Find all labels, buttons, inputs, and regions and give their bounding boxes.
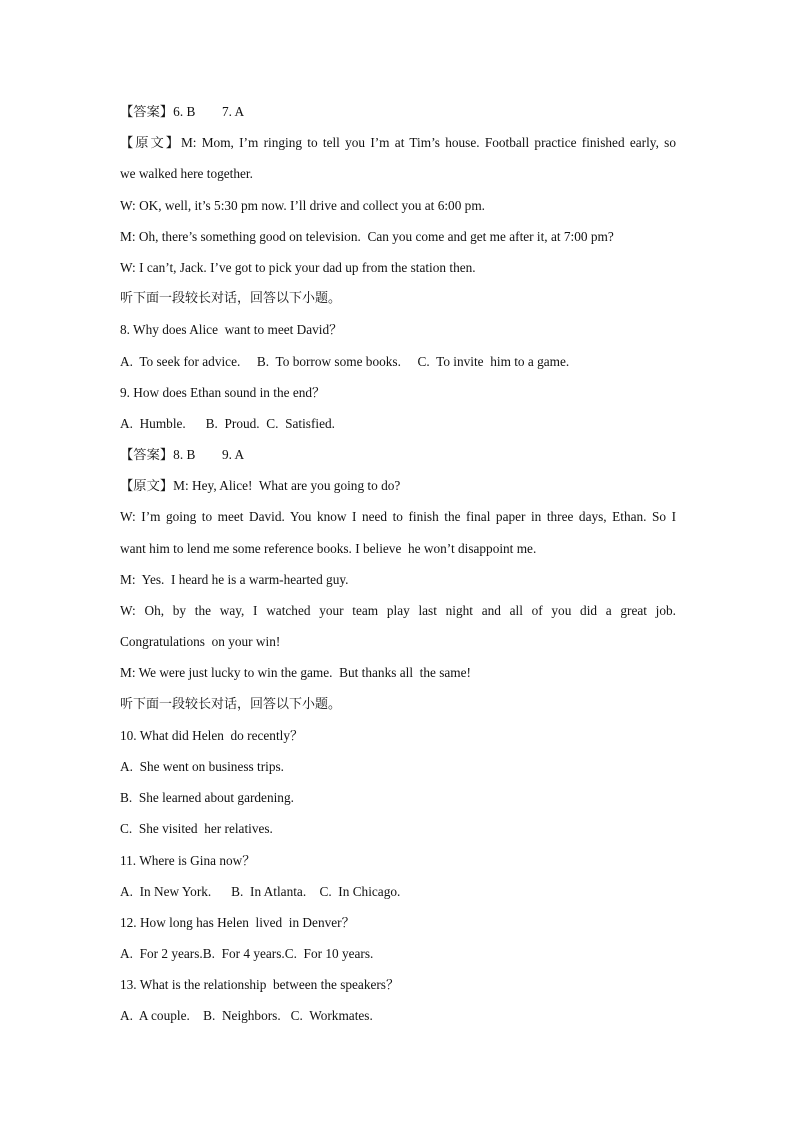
question-line: 9. How does Ethan sound in the end？ (120, 384, 326, 400)
option-line: C. She visited her relatives. (120, 821, 273, 837)
option-line: B. She learned about gardening. (120, 790, 294, 806)
transcript-line: want him to lend me some reference books. I believe he won’t disappoint me. (120, 540, 537, 556)
transcript-line: M: Oh, there’s something good on television. Can you come and get me after it, at 7:00 pm? (120, 228, 614, 244)
transcript-line: M: We were just lucky to win the game. But thanks all the same! (120, 665, 471, 681)
question-line: 8. Why does Alice want to meet David？ (120, 322, 343, 338)
section-instruction: 听下面一段较长对话，回答以下小题。 (120, 291, 342, 307)
question-line: 11. Where is Gina now？ (120, 852, 256, 868)
answer-line: 【答案】6. B 7. A (120, 104, 245, 119)
options-line: A. A couple. B. Neighbors. C. Workmates. (120, 1008, 373, 1024)
transcript-line: W: Oh, by the way, I watched your team play last night and all of you did a great job. (120, 603, 676, 618)
transcript-line: W: I can’t, Jack. I’ve got to pick your dad up from the station then. (120, 259, 476, 275)
transcript-line: 【原文】M: Mom, I’m ringing to tell you I’m at Tim’s house. Football practice finished early, so (120, 135, 676, 151)
options-line: A. To seek for advice. B. To borrow some books. C. To invite him to a game. (120, 353, 570, 369)
transcript-line: Congratulations on your win! (120, 634, 281, 650)
document-body (120, 101, 676, 1037)
question-line: 10. What did Helen do recently？ (120, 727, 304, 743)
options-line: A. For 2 years.B. For 4 years.C. For 10 years. (120, 946, 374, 962)
transcript-line: M: Yes. I heard he is a warm-hearted guy. (120, 571, 349, 587)
options-line: A. Humble. B. Proud. C. Satisfied. (120, 415, 335, 431)
answer-line: 【答案】8. B 9. A (120, 447, 245, 463)
section-instruction: 听下面一段较长对话，回答以下小题。 (120, 696, 342, 712)
option-line: A. She went on business trips. (120, 758, 284, 774)
question-line: 13. What is the relationship between the speakers？ (120, 977, 400, 993)
transcript-line: 【原文】M: Hey, Alice! What are you going to do? (120, 478, 401, 494)
options-line: A. In New York. B. In Atlanta. C. In Chicago. (120, 883, 401, 899)
transcript-line: W: OK, well, it’s 5:30 pm now. I’ll drive and collect you at 6:00 pm. (120, 197, 485, 213)
transcript-line: we walked here together. (120, 166, 253, 182)
question-line: 12. How long has Helen lived in Denver？ (120, 914, 355, 930)
transcript-line: W: I’m going to meet David. You know I need to finish the final paper in three days, Ethan. So I (120, 509, 676, 525)
